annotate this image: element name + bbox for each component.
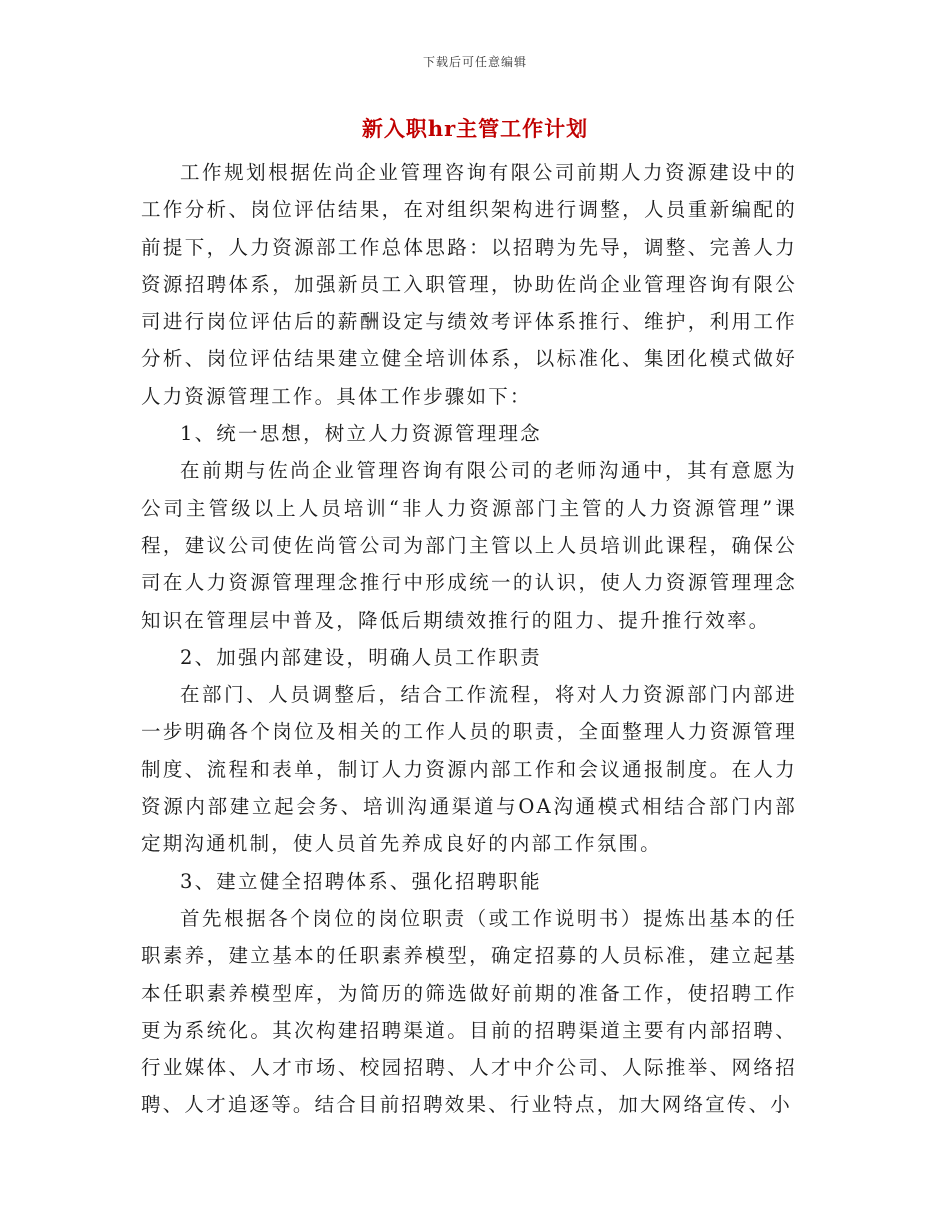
section-heading-2: 2、加强内部建设，明确人员工作职责 <box>180 645 542 669</box>
document-title: 新入职hr主管工作计划 <box>361 116 589 141</box>
section-heading-1: 1、统一思想，树立人力资源管理理念 <box>180 422 542 446</box>
page-header-note: 下载后可任意编辑 <box>422 55 527 69</box>
paragraph-section-1: 在前期与佐尚企业管理咨询有限公司的老师沟通中，其有意愿为公司主管级以上人员培训“非人力资源部门主管的人力资源管理”课程，建议公司使佐尚管公司为部门主管以上人员培训此课程，确保公司在人力资源管理理念推行中形成统一的认识，使人力资源管理理念知识在管理层中普及，降低后期绩效推行的阻力、提升推行效率。 <box>141 459 797 632</box>
paragraph-section-2: 在部门、人员调整后，结合工作流程，将对人力资源部门内部进一步明确各个岗位及相关的工作人员的职责，全面整理人力资源管理制度、流程和表单，制订人力资源内部工作和会议通报制度。在人力资源内部建立起会务、培训沟通渠道与OA沟通模式相结合部门内部定期沟通机制，使人员首先养成良好的内部工作氛围。 <box>141 683 797 856</box>
paragraph-intro: 工作规划根据佐尚企业管理咨询有限公司前期人力资源建设中的工作分析、岗位评估结果，在对组织架构进行调整，人员重新编配的前提下，人力资源部工作总体思路：以招聘为先导，调整、完善人力资源招聘体系，加强新员工入职管理，协助佐尚企业管理咨询有限公司进行岗位评估后的薪酬设定与绩效考评体系推行、维护，利用工作分析、岗位评估结果建立健全培训体系，以标准化、集团化模式做好人力资源管理工作。具体工作步骤如下： <box>141 161 797 408</box>
paragraph-section-3: 首先根据各个岗位的岗位职责（或工作说明书）提炼出基本的任职素养，建立基本的任职素养模型，确定招募的人员标准，建立起基本任职素养模型库，为简历的筛选做好前期的准备工作，使招聘工作更为系统化。其次构建招聘渠道。目前的招聘渠道主要有内部招聘、行业媒体、人才市场、校园招聘、人才中介公司、人际推举、网络招聘、人才追逐等。结合目前招聘效果、行业特点，加大网络宣传、小 <box>141 906 797 1117</box>
section-heading-3: 3、建立健全招聘体系、强化招聘职能 <box>180 869 542 893</box>
document-body <box>141 154 797 1124</box>
